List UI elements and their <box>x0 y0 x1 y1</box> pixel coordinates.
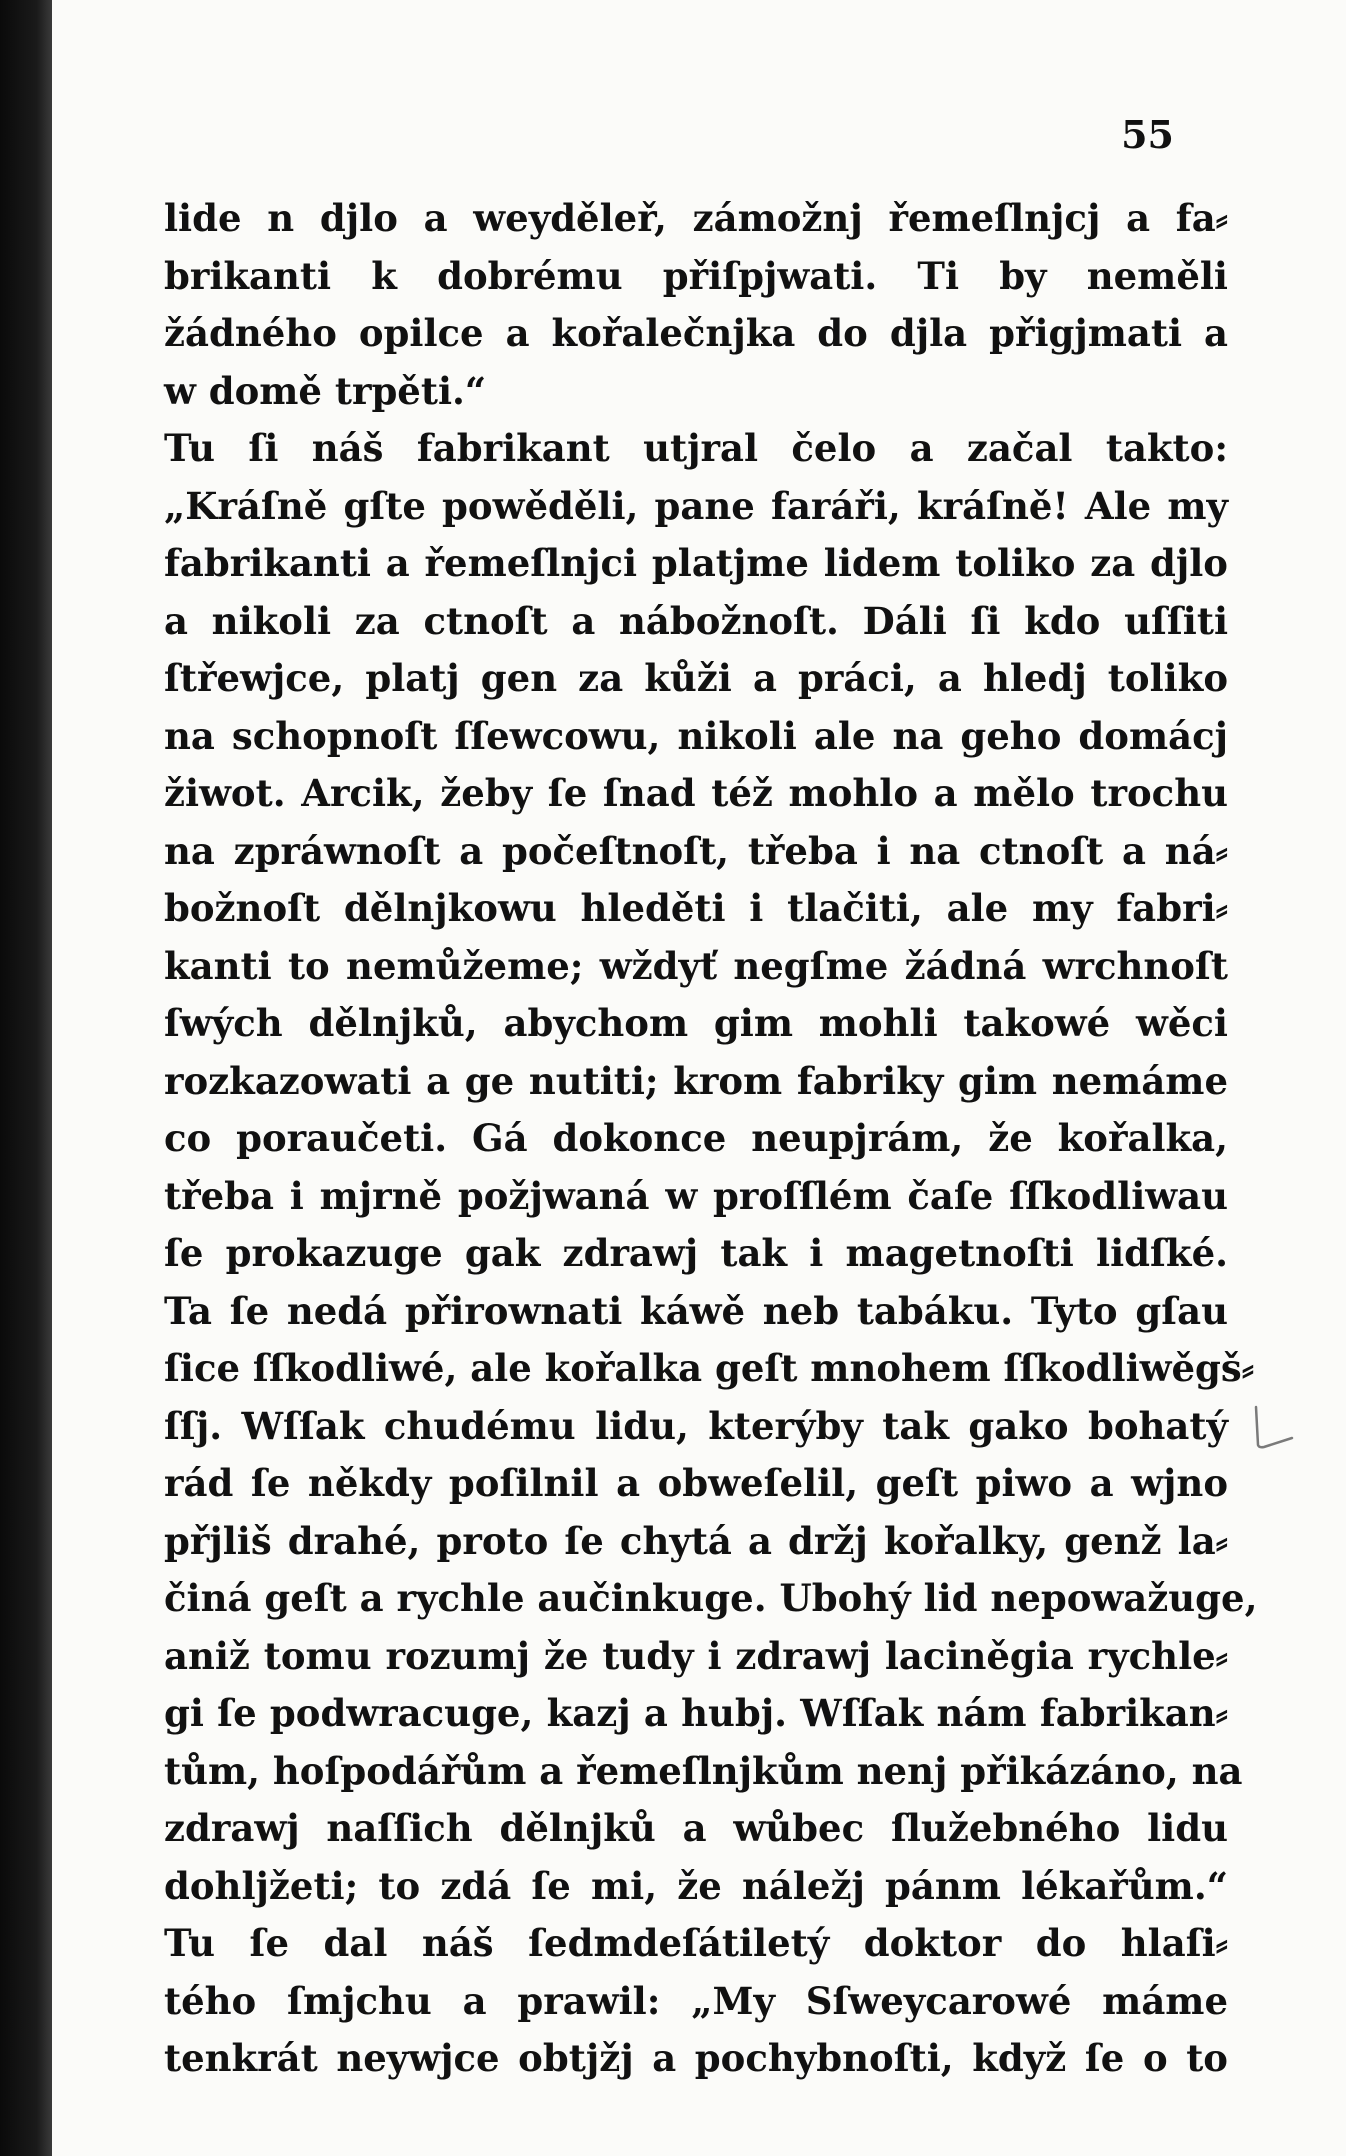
margin-pencil-mark <box>1252 1405 1296 1451</box>
text-line: činá geſt a rychle aučinkuge. Ubohý lid nepowažuge, <box>164 1576 1258 1620</box>
text-line: Ta ſe nedá přirownati káwě neb tabáku. Tyto gſau <box>164 1288 1228 1333</box>
text-line: Tu ſi náš fabrikant utjral čelo a začal takto: <box>164 426 1228 470</box>
text-line: rád ſe někdy poſilnil a obweſelil, geſt piwo a wjno <box>164 1461 1228 1505</box>
text-line: ſtřewjce, platj gen za kůži a práci, a hledj toliko <box>164 656 1228 700</box>
text-line: na schopnoſt ſſewcowu, nikoli ale na geho domácj <box>164 713 1228 758</box>
text-line: w domě trpěti.“ <box>164 368 487 413</box>
text-line: a nikoli za ctnoſt a nábožnoſt. Dáli ſi kdo uſſiti <box>164 598 1228 643</box>
page-number: 55 <box>1121 112 1174 157</box>
text-line: fabrikanti a řemeſlnjci platjme lidem toliko za djlo <box>164 541 1228 585</box>
scan-dark-edge <box>0 0 52 2156</box>
text-line: lide n djlo a weyděleř, zámožnj řemeſlnjcj a fa⸗ <box>164 196 1228 240</box>
text-line: žiwot. Arcik, žeby ſe ſnad též mohlo a mělo trochu <box>164 771 1228 815</box>
text-line: na zpráwnoſt a počeſtnoſt, třeba i na ctnoſt a ná⸗ <box>164 828 1228 873</box>
text-line: gi ſe podwracuge, kazj a hubj. Wſſak nám fabrikan⸗ <box>164 1691 1228 1735</box>
text-line: přjliš drahé, proto ſe chytá a držj kořalky, genž la⸗ <box>164 1518 1228 1563</box>
text-line: ſwých dělnjků, abychom gim mohli takowé wěci <box>164 1001 1228 1045</box>
text-line: Tu ſe dal náš ſedmdeſátiletý doktor do hlaſi⸗ <box>164 1921 1228 1965</box>
book-page <box>52 0 1346 2156</box>
text-line: ſice ſſkodliwé, ale kořalka geſt mnohem ſſkodliwěgš⸗ <box>164 1346 1255 1390</box>
text-line: žádného opilce a kořalečnjka do djla přigjmati a <box>164 311 1228 355</box>
text-line: třeba i mjrně požjwaná w proſſlém čaſe ſſkodliwau <box>164 1173 1228 1218</box>
text-line: dohljžeti; to zdá ſe mi, že náležj pánm lékařům.“ <box>164 1863 1228 1908</box>
text-line: aniž tomu rozumj že tudy i zdrawj laciněgia rychle⸗ <box>164 1633 1228 1678</box>
text-line: ſe prokazuge gak zdrawj tak i magetnoſti lidſké. <box>164 1231 1228 1275</box>
text-line: božnoſt dělnjkowu hleděti i tlačiti, ale my fabri⸗ <box>164 886 1228 930</box>
text-line: brikanti k dobrému přiſpjwati. Ti by neměli <box>164 253 1228 298</box>
text-line: rozkazowati a ge nutiti; krom fabriky gim nemáme <box>164 1058 1228 1103</box>
text-line: co poraučeti. Gá dokonce neupjrám, že kořalka, <box>164 1116 1228 1160</box>
text-line: tého ſmjchu a prawil: „My Sſweycarowé máme <box>164 1978 1228 2023</box>
text-line: zdrawj naſſich dělnjků a wůbec ſlužebného lidu <box>164 1806 1228 1850</box>
page-text <box>164 190 1258 2088</box>
text-line: „Kráſně gſte powěděli, pane faráři, kráſně! Ale my <box>164 483 1228 528</box>
text-line: ſſj. Wſſak chudému lidu, kterýby tak gako bohatý <box>164 1403 1228 1448</box>
text-line: tenkrát neywjce obtjžj a pochybnoſti, když ſe o to <box>164 2036 1228 2080</box>
text-line: tům, hoſpodářům a řemeſlnjkům nenj přikázáno, na <box>164 1748 1243 1793</box>
text-line: kanti to nemůžeme; wždyť negſme žádná wrchnoſt <box>164 943 1228 988</box>
